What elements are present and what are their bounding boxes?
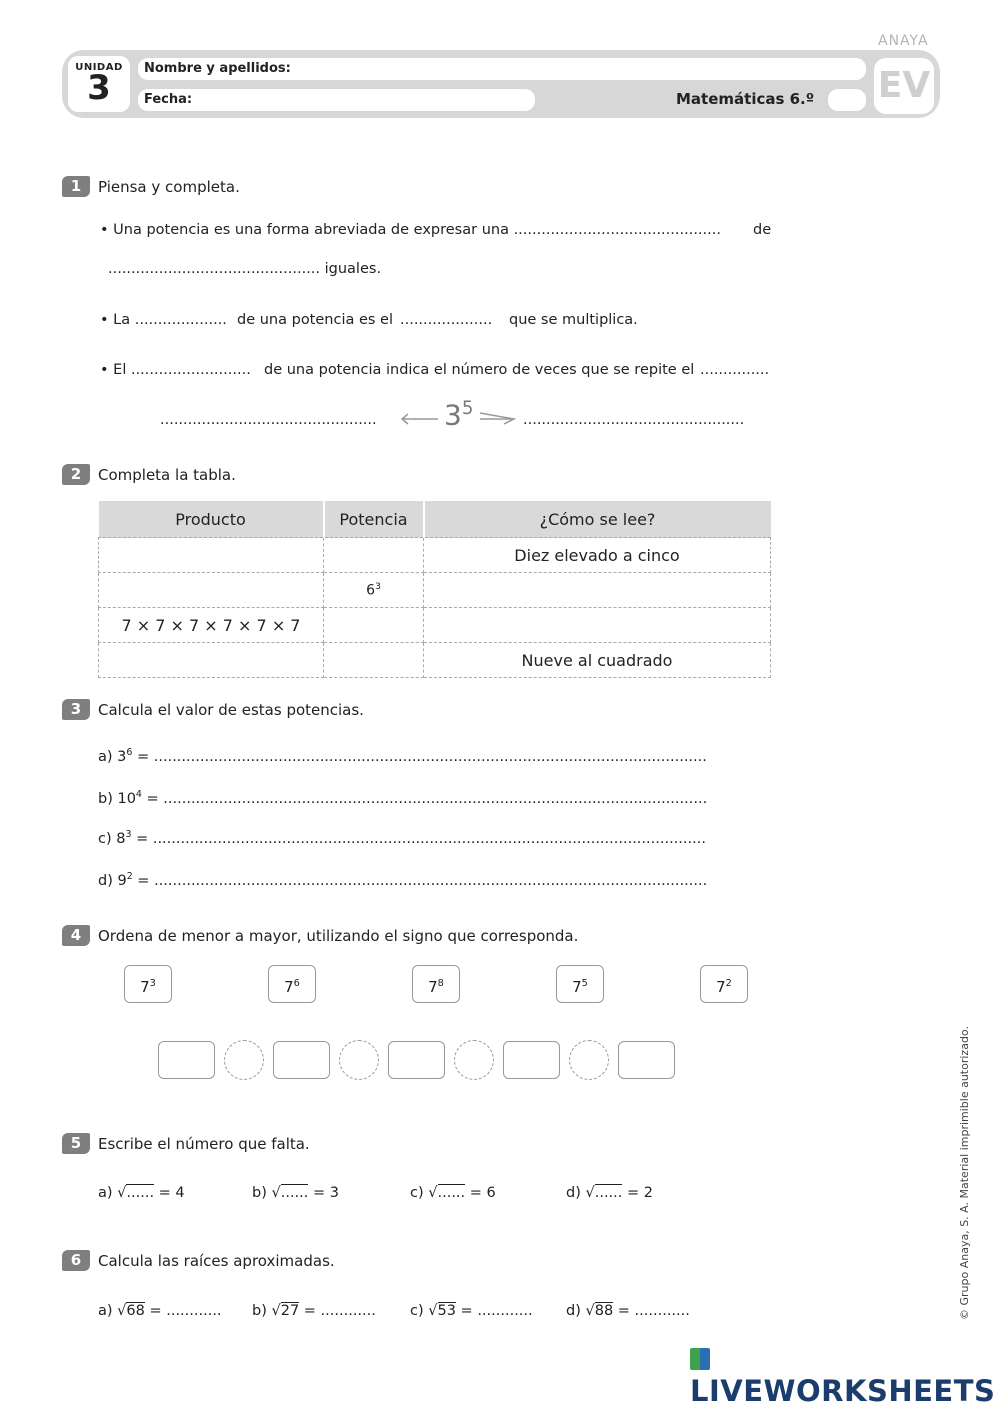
ex1-line1: • Una potencia es una forma abreviada de expresar una ............................................. — [100, 222, 721, 238]
power-base: 3 — [444, 398, 462, 432]
table-cell[interactable] — [99, 643, 324, 678]
date-label: Fecha: — [144, 92, 193, 107]
power-example — [444, 398, 473, 431]
ex1-bullet3-a: • El .......................... — [100, 362, 251, 378]
name-label: Nombre y apellidos: — [144, 61, 291, 76]
table-cell: 7 × 7 × 7 × 7 × 7 × 7 — [99, 608, 324, 643]
power-exponent: 5 — [461, 398, 474, 419]
ev-logo: EV — [874, 58, 934, 114]
ex1-bullet3-b: de una potencia indica el número de veces que se repite el — [264, 362, 695, 378]
table-cell[interactable] — [424, 608, 771, 643]
answer-line[interactable]: ........................................................................................................................ — [154, 872, 708, 889]
table-row — [99, 608, 771, 643]
answer-line[interactable]: = ............ — [144, 1303, 222, 1319]
power-card: $7^8$ — [412, 965, 460, 1003]
publisher-logo: ANAYA — [878, 33, 929, 49]
order-box[interactable] — [158, 1041, 215, 1079]
sign-circle[interactable] — [224, 1040, 264, 1080]
exercise-title: Ordena de menor a mayor, utilizando el signo que corresponda. — [98, 927, 579, 945]
ex1-dots-right: ................................................ — [523, 412, 745, 428]
order-box[interactable] — [503, 1041, 560, 1079]
table-cell: Nueve al cuadrado — [424, 643, 771, 678]
order-box[interactable] — [388, 1041, 445, 1079]
table-row — [99, 573, 771, 608]
exercise-number: 4 — [62, 925, 90, 946]
approx-item-a: a) √68 = ............ — [98, 1303, 222, 1319]
sign-circle[interactable] — [454, 1040, 494, 1080]
sqrt-icon: √ — [271, 1303, 281, 1319]
table-header — [99, 501, 771, 538]
exercise-title: Escribe el número que falta. — [98, 1135, 310, 1153]
approx-item-b: b) √27 = ............ — [252, 1303, 376, 1319]
exercise-number: 5 — [62, 1133, 90, 1154]
powers-table — [98, 501, 771, 678]
ex1-bullet2-a: • La .................... — [100, 312, 227, 328]
radicand-blank[interactable]: ...... — [594, 1185, 623, 1201]
table-row — [99, 643, 771, 678]
sqrt-icon: √ — [271, 1185, 281, 1201]
unit-number: 3 — [87, 68, 111, 108]
approx-item-d: d) √88 = ............ — [566, 1303, 690, 1319]
unit-label: UNIDAD — [75, 62, 123, 73]
cell-exponent: 3 — [375, 581, 381, 592]
radicand-blank[interactable]: ...... — [280, 1185, 309, 1201]
power-card: $7^3$ — [124, 965, 172, 1003]
table-cell[interactable] — [324, 538, 424, 573]
table-cell[interactable] — [324, 608, 424, 643]
sqrt-icon: √ — [585, 1303, 595, 1319]
ex1-bullet2-d: que se multiplica. — [509, 312, 638, 328]
date-field[interactable] — [138, 89, 535, 111]
cell-base: 6 — [366, 582, 376, 599]
grade-field[interactable] — [828, 89, 866, 111]
liveworksheets-logo: LIVEWORKSHEETS — [690, 1340, 1000, 1408]
ex1-line1-end: de — [753, 222, 772, 238]
col-header: Potencia — [324, 501, 424, 538]
power-card: $7^5$ — [556, 965, 604, 1003]
table-cell[interactable] — [99, 538, 324, 573]
sqrt-icon: √ — [585, 1185, 595, 1201]
ex1-bullet2-c: .................... — [400, 312, 493, 328]
order-box[interactable] — [618, 1041, 675, 1079]
order-box[interactable] — [273, 1041, 330, 1079]
answer-line[interactable]: ...................................................................................................................... — [163, 790, 708, 807]
root-item-a: a) √...... = 4 — [98, 1185, 185, 1201]
answer-line[interactable]: = ............ — [613, 1303, 690, 1319]
table-cell[interactable] — [99, 573, 324, 608]
sign-circle[interactable] — [339, 1040, 379, 1080]
name-field[interactable] — [138, 58, 866, 80]
calc-item-b: b) $10^4$ = ...................................................................................................................... — [98, 789, 708, 807]
root-item-d: d) √...... = 2 — [566, 1185, 653, 1201]
table-cell[interactable] — [324, 643, 424, 678]
ex1-bullet3-c: ............... — [700, 362, 770, 378]
ex1-line2: .............................................. iguales. — [108, 261, 382, 277]
col-header: Producto — [99, 501, 324, 538]
approx-item-c: c) √53 = ............ — [410, 1303, 533, 1319]
exercise-number: 1 — [62, 176, 90, 197]
sqrt-icon: √ — [428, 1185, 438, 1201]
power-card: $7^6$ — [268, 965, 316, 1003]
calc-item-c: c) $8^3$ = ........................................................................................................................ — [98, 829, 706, 847]
sqrt-icon: √ — [428, 1303, 438, 1319]
copyright-note: © Grupo Anaya, S. A. Material imprimible autorizado. — [958, 1026, 971, 1320]
root-item-b: b) √...... = 3 — [252, 1185, 339, 1201]
calc-item-d: d) $9^2$ = ........................................................................................................................ — [98, 871, 708, 889]
exercise-number: 6 — [62, 1250, 90, 1271]
radicand-blank[interactable]: ...... — [126, 1185, 155, 1201]
ex1-bullet2-b: de una potencia es el — [237, 312, 394, 328]
answer-line[interactable]: = ............ — [455, 1303, 533, 1319]
lws-icon — [690, 1348, 710, 1370]
answer-line[interactable]: ........................................................................................................................ — [153, 748, 707, 765]
answer-line[interactable]: ........................................................................................................................ — [152, 830, 706, 847]
exercise-title: Calcula las raíces aproximadas. — [98, 1252, 335, 1270]
col-header: ¿Cómo se lee? — [424, 501, 771, 538]
exercise-title: Piensa y completa. — [98, 178, 240, 196]
unit-box — [68, 56, 130, 112]
table-cell — [324, 573, 424, 608]
subject-title: Matemáticas 6.º — [676, 90, 815, 108]
table-row — [99, 538, 771, 573]
sqrt-icon: √ — [117, 1303, 127, 1319]
power-card: $7^2$ — [700, 965, 748, 1003]
exercise-number: 2 — [62, 464, 90, 485]
answer-line[interactable]: = ............ — [299, 1303, 376, 1319]
radicand-blank[interactable]: ...... — [437, 1185, 466, 1201]
calc-item-a: a) $3^6$ = ........................................................................................................................ — [98, 747, 707, 765]
table-cell[interactable] — [424, 573, 771, 608]
ex1-dots-left: ............................................... — [160, 412, 377, 428]
exercise-title: Calcula el valor de estas potencias. — [98, 701, 364, 719]
table-cell: Diez elevado a cinco — [424, 538, 771, 573]
root-item-c: c) √...... = 6 — [410, 1185, 496, 1201]
exercise-number: 3 — [62, 699, 90, 720]
sign-circle[interactable] — [569, 1040, 609, 1080]
sqrt-icon: √ — [117, 1185, 127, 1201]
exercise-title: Completa la tabla. — [98, 466, 236, 484]
